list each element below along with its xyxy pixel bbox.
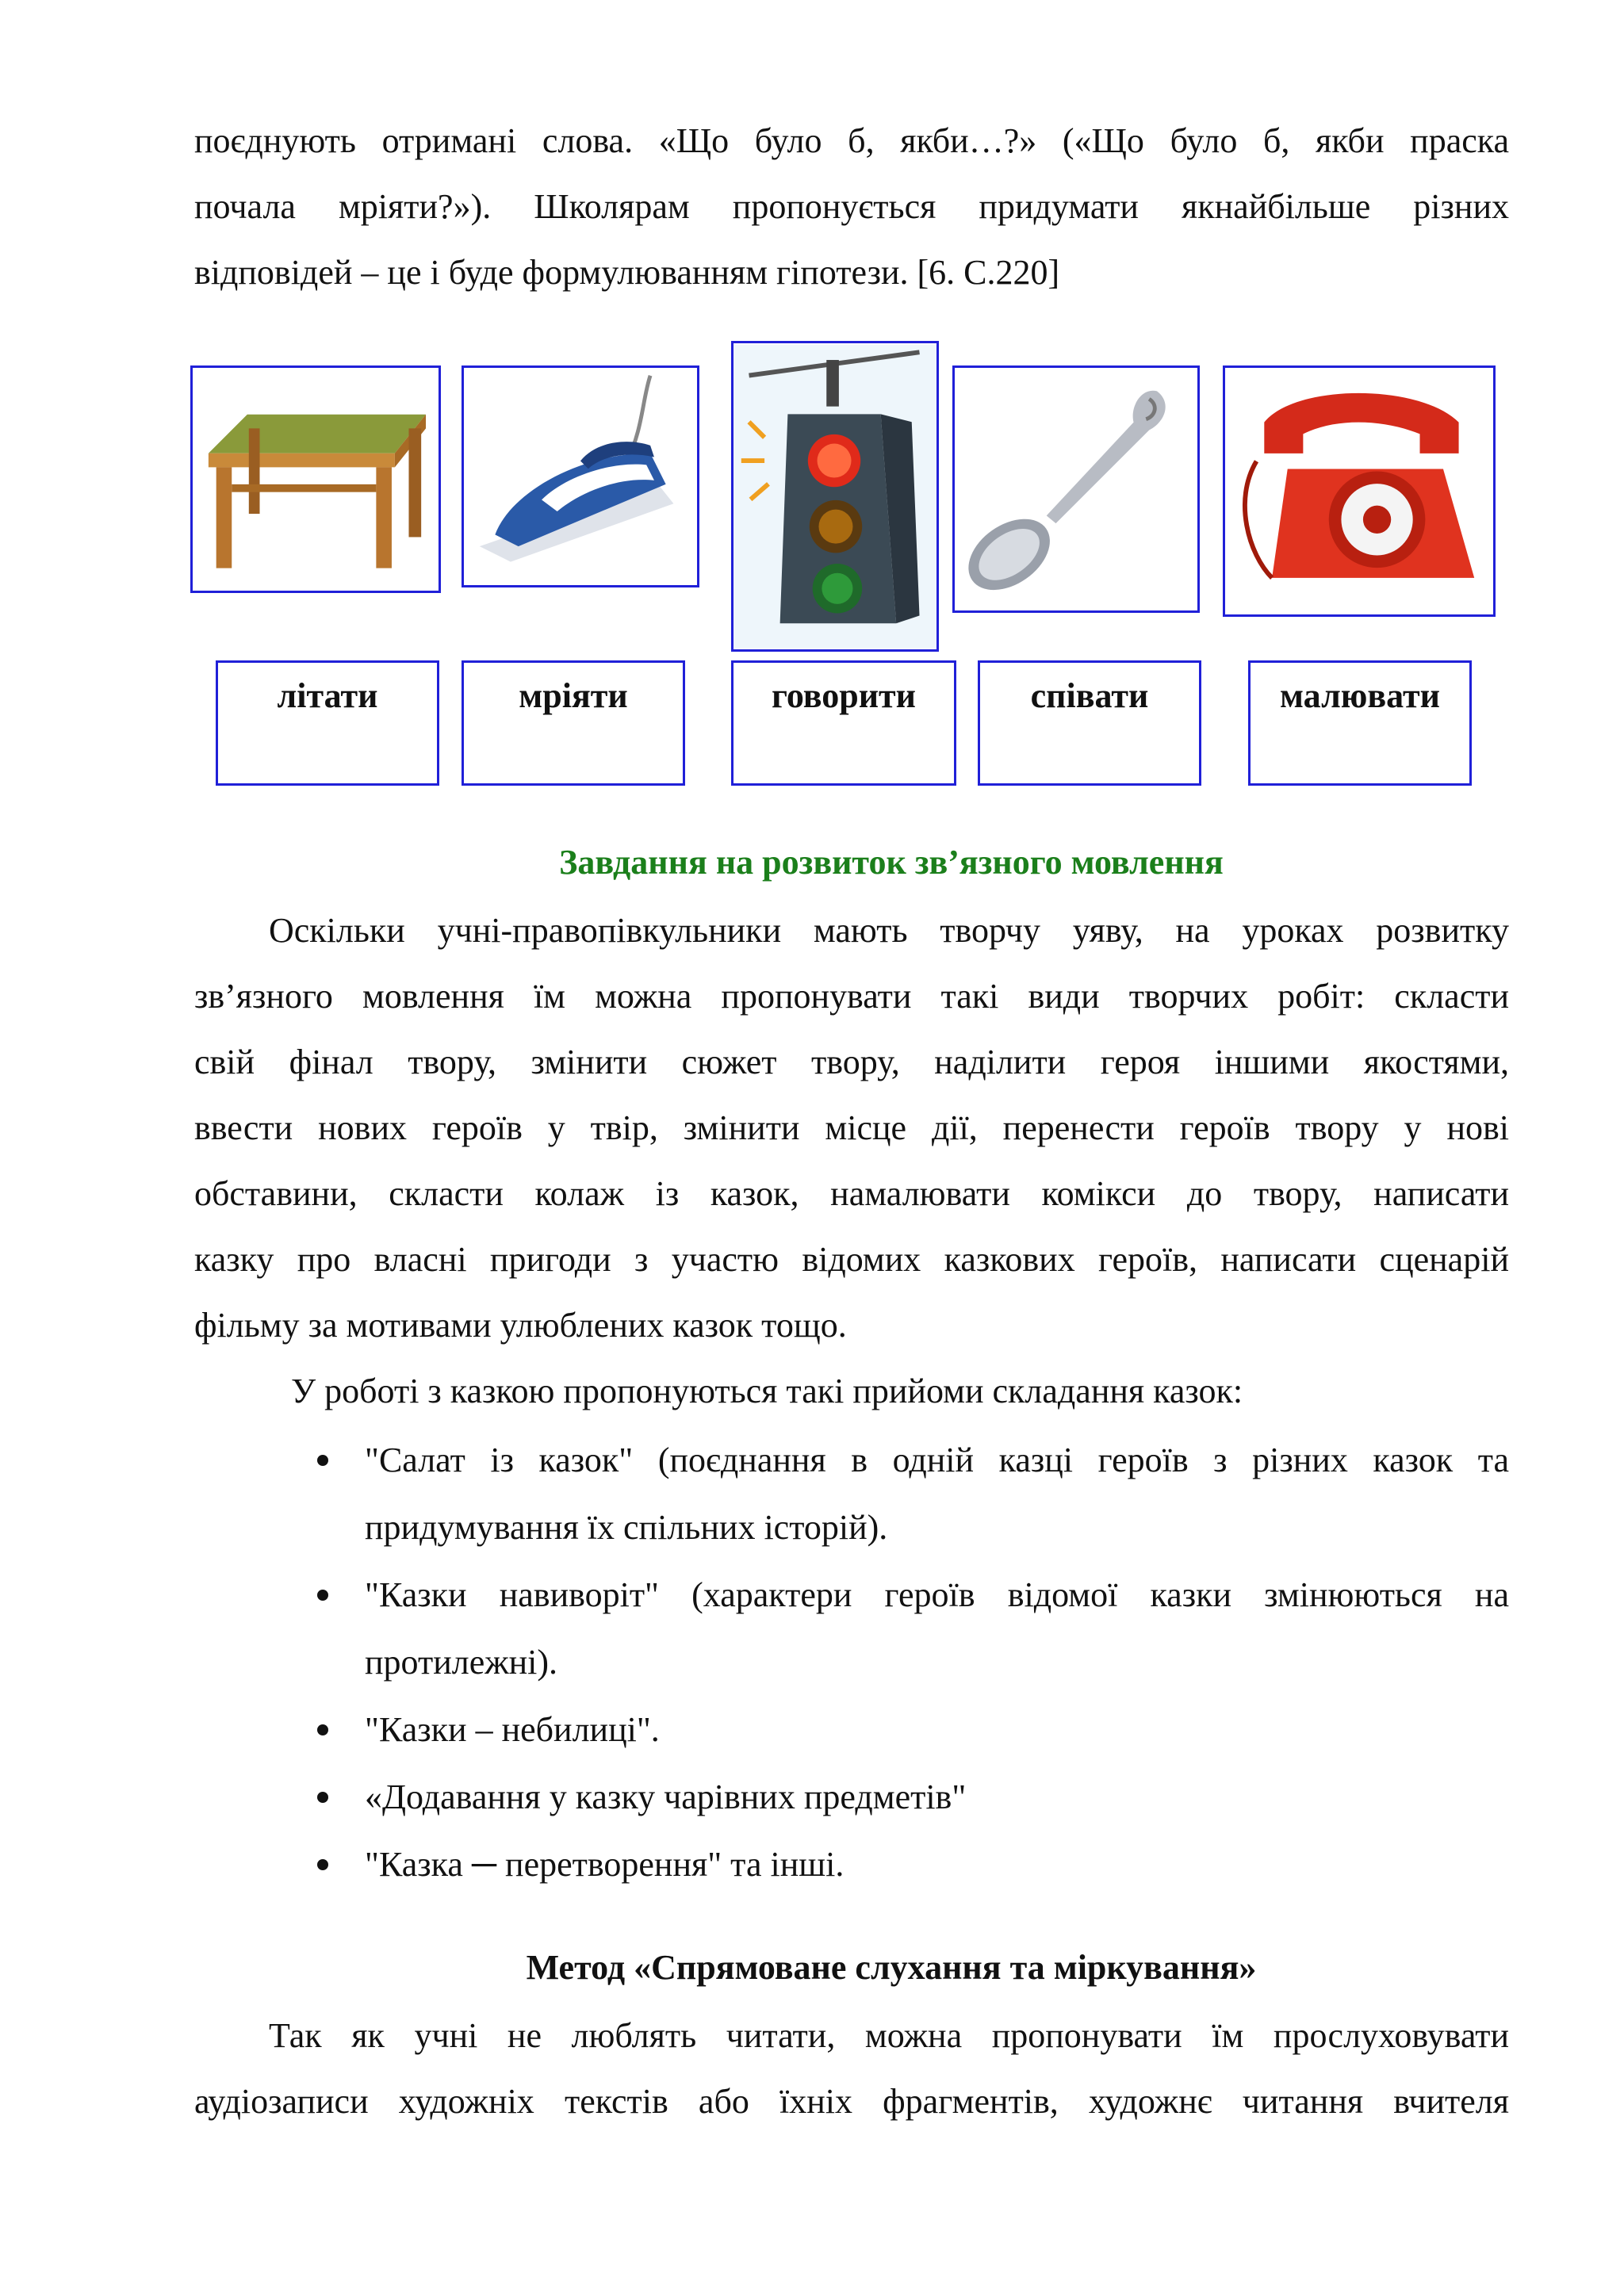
intro-line: відповідей – це і буде формулюванням гіпотези. [6. С.220] — [194, 253, 1060, 292]
iron-image — [462, 365, 699, 587]
paragraph-line: У роботі з казкою пропонуються такі прийоми складання казок: — [291, 1372, 1243, 1410]
paragraph-line: казку про власні пригоди з участю відомих казкових героїв, написати сценарій — [194, 1240, 1509, 1279]
spoon-icon — [955, 368, 1197, 610]
spoon-image — [952, 365, 1200, 613]
section-heading-method: Метод «Спрямоване слухання та міркування» — [526, 1948, 1257, 1987]
bullet-icon — [317, 1455, 328, 1466]
iron-icon — [464, 368, 697, 585]
word-box-mriyaty: мріяти — [462, 660, 685, 786]
word-box-spivaty: співати — [978, 660, 1201, 786]
list-item-line: «Додавання у казку чарівних предметів" — [365, 1777, 967, 1816]
intro-line: почала мріяти?»). Школярам пропонується придумати якнайбільше різних — [194, 187, 1509, 226]
traffic-light-icon — [733, 343, 936, 649]
fairy-tale-intro — [291, 1358, 1509, 1424]
method-paragraph — [194, 2003, 1509, 2134]
telephone-icon — [1225, 368, 1493, 614]
table-icon — [193, 368, 439, 591]
bullet-icon — [317, 1859, 328, 1870]
paragraph-line: ввести нових героїв у твір, змінити місце дії, перенести героїв твору у нові — [194, 1108, 1509, 1147]
list-item-line: "Салат із казок" (поєднання в одній казці героїв з різних казок та — [365, 1441, 1509, 1479]
intro-line: поєднують отримані слова. «Що було б, якби…?» («Що було б, якби праска — [194, 121, 1509, 160]
bullet-icon — [317, 1590, 328, 1601]
bullet-icon — [317, 1724, 328, 1735]
word-box-hovoryty: говорити — [731, 660, 956, 786]
word-box-maliuvaty: малювати — [1248, 660, 1472, 786]
speech-paragraph — [194, 897, 1509, 1358]
paragraph-line: Так як учні не люблять читати, можна пропонувати їм прослуховувати — [269, 2016, 1509, 2055]
paragraph-line: свій фінал твору, змінити сюжет твору, наділити героя іншими якостями, — [194, 1043, 1509, 1081]
paragraph-line: фільму за мотивами улюблених казок тощо. — [194, 1306, 847, 1345]
section-heading-speech: Завдання на розвиток зв’язного мовлення — [559, 843, 1224, 882]
word-box-litaty: літати — [216, 660, 439, 786]
list-item-line: "Казки навиворіт" (характери героїв відомої казки змінюються на — [365, 1575, 1509, 1614]
paragraph-line: обставини, скласти колаж із казок, намалювати комікси до твору, написати — [194, 1174, 1509, 1213]
intro-paragraph — [194, 108, 1509, 305]
list-item-line: "Казка ─ перетворення" та інші. — [365, 1845, 845, 1884]
table-image — [190, 365, 441, 593]
paragraph-line: зв’язного мовлення їм можна пропонувати такі види творчих робіт: скласти — [194, 977, 1509, 1016]
list-item-line: протилежні). — [365, 1643, 558, 1682]
traffic-light-image — [731, 341, 939, 652]
telephone-image — [1223, 365, 1496, 617]
paragraph-line: аудіозаписи художніх текстів або їхніх фрагментів, художнє читання вчителя — [194, 2082, 1509, 2121]
list-item-line: "Казки – небилиці". — [365, 1710, 660, 1749]
bullet-icon — [317, 1792, 328, 1803]
list-item-line: придумування їх спільних історій). — [365, 1508, 888, 1547]
paragraph-line: Оскільки учні-правопівкульники мають творчу уяву, на уроках розвитку — [269, 911, 1509, 950]
